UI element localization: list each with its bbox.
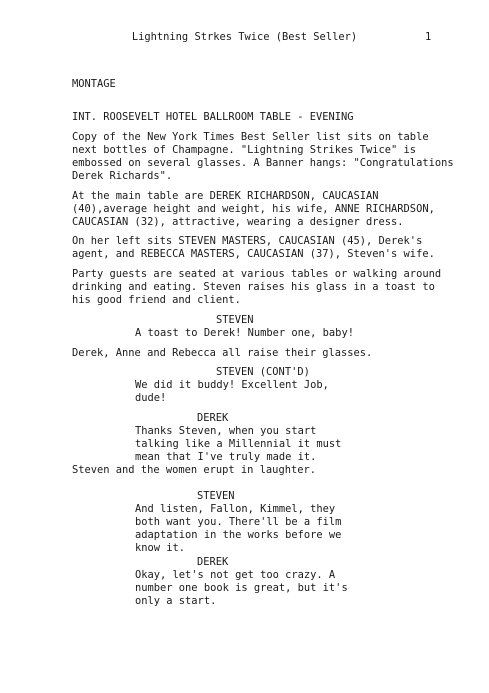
dialogue-3: Thanks Steven, when you start talking like a Millennial it must mean that I've truly made it. — [135, 425, 342, 463]
page-number: 1 — [425, 31, 432, 43]
page-header-title: Lightning Strkes Twice (Best Seller) — [131, 31, 358, 43]
dialogue-4: And listen, Fallon, Kimmel, they both want you. There'll be a film adaptation in the works before we know it. — [135, 503, 342, 554]
action-paragraph-3: On her left sits STEVEN MASTERS, CAUCASIAN (45), Derek's agent, and REBECCA MASTERS, CAUCASIAN (37), Steven's wife. — [72, 235, 435, 260]
transition-montage: MONTAGE — [72, 78, 116, 90]
action-paragraph-1: Copy of the New York Times Best Seller list sits on table next bottles of Champagne. "Lightning Strikes Twice" is embossed on several glasses. A Banner hangs: "Congratulations Derek Richards". — [72, 131, 454, 182]
action-paragraph-5: Derek, Anne and Rebecca all raise their glasses. — [72, 347, 373, 359]
action-paragraph-4: Party guests are seated at various tables or walking around drinking and eating. Steven raises his glass in a toast to his good friend and client. — [72, 268, 442, 306]
character-cue-steven-1: STEVEN — [216, 314, 254, 326]
character-cue-steven-contd: STEVEN (CONT'D) — [216, 366, 310, 378]
dialogue-1: A toast to Derek! Number one, baby! — [135, 327, 354, 339]
dialogue-5: Okay, let's not get too crazy. A number one book is great, but it's only a start. — [135, 569, 348, 607]
action-paragraph-2: At the main table are DEREK RICHARDSON, CAUCASIAN (40),average height and weight, his wife, ANNE RICHARDSON, CAUCASIAN (32), attractive, wearing a designer dress. — [72, 190, 435, 228]
character-cue-steven-2: STEVEN — [197, 490, 235, 502]
scene-heading: INT. ROOSEVELT HOTEL BALLROOM TABLE - EVENING — [72, 111, 354, 123]
character-cue-derek-2: DEREK — [197, 556, 229, 568]
dialogue-2: We did it buddy! Excellent Job, dude! — [135, 379, 329, 404]
action-paragraph-6: Steven and the women erupt in laughter. — [72, 464, 316, 476]
character-cue-derek-1: DEREK — [197, 412, 229, 424]
